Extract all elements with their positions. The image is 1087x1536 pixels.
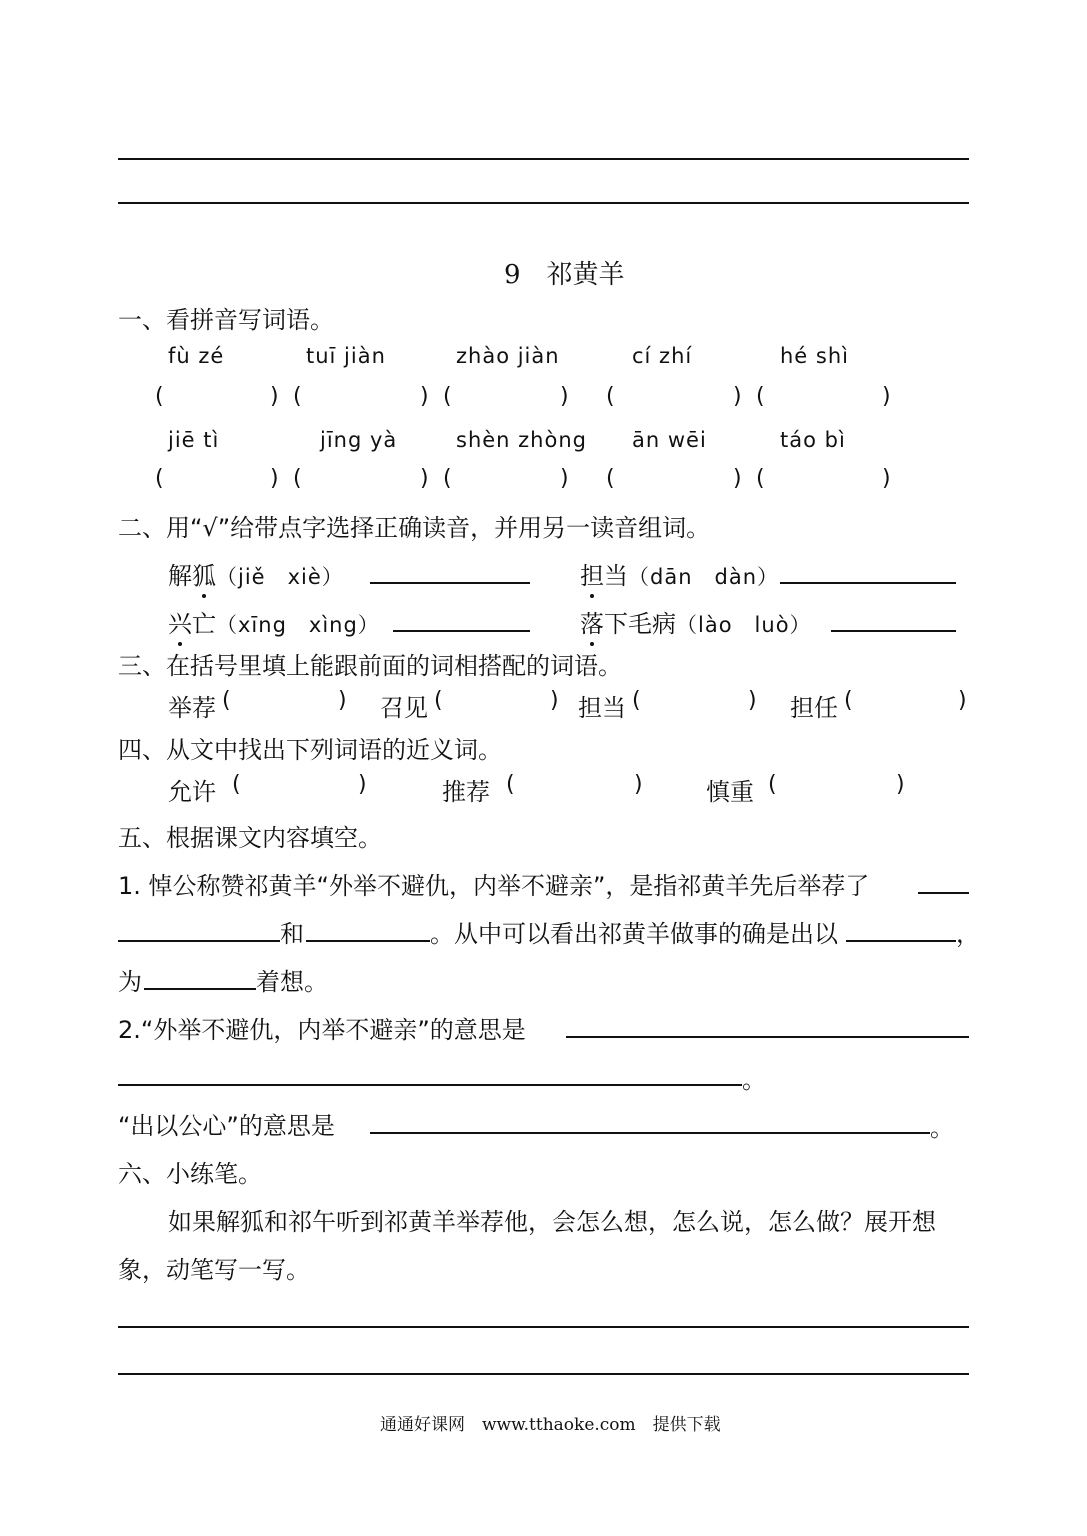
answer-line — [566, 1036, 969, 1038]
word-part: 亡 — [192, 610, 216, 638]
pinyin-item: shèn zhòng — [456, 428, 587, 452]
pinyin-item: fù zé — [168, 344, 225, 368]
word-part: 解 — [168, 562, 192, 590]
answer-bracket-close: ) — [882, 466, 891, 491]
writing-prompt-line-1: 如果解狐和祁午听到祁黄羊举荐他，会怎么想，怎么说，怎么做？展开想 — [168, 1208, 936, 1236]
answer-line — [918, 892, 969, 894]
pinyin-item: ān wēi — [632, 428, 707, 452]
dotted-character: 兴 — [168, 610, 192, 638]
dotted-character: 狐 — [192, 562, 216, 590]
question-2-period: 。 — [742, 1066, 766, 1094]
question-1-middle: 。从中可以看出祁黄羊做事的确是出以 — [430, 920, 838, 948]
pronunciation-options: （lào luò） — [676, 613, 812, 637]
answer-line — [780, 582, 956, 584]
pinyin-item: jīng yà — [320, 428, 398, 452]
answer-bracket-close: ) — [958, 688, 967, 713]
answer-bracket-open: ( — [443, 384, 452, 409]
section-2-heading: 二、用“√”给带点字选择正确读音，并用另一读音组词。 — [118, 514, 711, 542]
answer-bracket-close: ) — [358, 772, 367, 797]
page-title: 9 祁黄羊 — [504, 260, 625, 290]
synonym-word: 慎重 — [706, 778, 754, 806]
synonym-word: 推荐 — [442, 778, 490, 806]
collocation-word: 担当 — [578, 694, 626, 722]
pronunciation-item — [168, 604, 380, 639]
pinyin-item: cí zhí — [632, 344, 693, 368]
collocation-word: 担任 — [790, 694, 838, 722]
answer-bracket-open: ( — [232, 772, 241, 797]
answer-bracket-open: ( — [768, 772, 777, 797]
answer-bracket-open: ( — [632, 688, 641, 713]
pronunciation-item — [580, 556, 779, 591]
question-1-wei: 为 — [118, 968, 142, 996]
answer-bracket-close: ) — [733, 384, 742, 409]
answer-line — [306, 940, 430, 942]
footer-text: 通通好课网 www.tthaoke.com 提供下载 — [380, 1415, 721, 1435]
answer-line — [393, 630, 530, 632]
answer-bracket-close: ) — [748, 688, 757, 713]
answer-bracket-close: ) — [634, 772, 643, 797]
collocation-word: 举荐 — [168, 694, 216, 722]
pronunciation-options: （xīng xìng） — [216, 613, 380, 637]
section-3-heading: 三、在括号里填上能跟前面的词相搭配的词语。 — [118, 652, 622, 680]
answer-line — [144, 988, 256, 990]
answer-bracket-open: ( — [293, 466, 302, 491]
answer-bracket-open: ( — [756, 384, 765, 409]
pinyin-item: táo bì — [780, 428, 846, 452]
header-rule-top — [118, 158, 969, 160]
answer-bracket-close: ) — [550, 688, 559, 713]
question-1-and: 和 — [280, 920, 304, 948]
synonym-word: 允许 — [168, 778, 216, 806]
question-1-end: 着想。 — [256, 968, 328, 996]
answer-bracket-open: ( — [155, 384, 164, 409]
answer-bracket-open: ( — [844, 688, 853, 713]
word-part: 下毛病 — [604, 610, 676, 638]
answer-bracket-close: ) — [560, 466, 569, 491]
answer-bracket-close: ) — [270, 466, 279, 491]
answer-bracket-open: ( — [606, 384, 615, 409]
pronunciation-options: （dān dàn） — [628, 565, 780, 589]
answer-bracket-close: ) — [560, 384, 569, 409]
answer-bracket-close: ) — [896, 772, 905, 797]
pinyin-item: zhào jiàn — [456, 344, 560, 368]
answer-line — [370, 582, 530, 584]
answer-bracket-open: ( — [155, 466, 164, 491]
word-part: 当 — [604, 562, 628, 590]
answer-bracket-close: ) — [733, 466, 742, 491]
pinyin-item: jiē tì — [168, 428, 220, 452]
question-2-line-1: 2.“外举不避仇，内举不避亲”的意思是 — [118, 1016, 526, 1044]
question-1-comma: ， — [956, 920, 980, 948]
section-1-heading: 一、看拼音写词语。 — [118, 306, 334, 334]
answer-bracket-open: ( — [222, 688, 231, 713]
pinyin-item: tuī jiàn — [306, 344, 386, 368]
question-1-line-1: 1. 悼公称赞祁黄羊“外举不避仇，内举不避亲”，是指祁黄羊先后举荐了 — [118, 872, 870, 900]
writing-prompt-line-2: 象，动笔写一写。 — [118, 1256, 310, 1284]
answer-line — [846, 940, 956, 942]
answer-line — [831, 630, 956, 632]
section-6-heading: 六、小练笔。 — [118, 1160, 262, 1188]
section-4-heading: 四、从文中找出下列词语的近义词。 — [118, 736, 502, 764]
pinyin-item: hé shì — [780, 344, 849, 368]
header-rule-bottom — [118, 202, 969, 204]
answer-line — [370, 1132, 930, 1134]
answer-bracket-close: ) — [882, 384, 891, 409]
pronunciation-item — [580, 604, 812, 639]
section-5-heading: 五、根据课文内容填空。 — [118, 824, 382, 852]
writing-line — [118, 1326, 969, 1328]
writing-line — [118, 1373, 969, 1375]
dotted-character: 担 — [580, 562, 604, 590]
answer-bracket-open: ( — [606, 466, 615, 491]
answer-bracket-open: ( — [756, 466, 765, 491]
pronunciation-options: （jiě xiè） — [216, 565, 344, 589]
answer-bracket-close: ) — [420, 384, 429, 409]
dotted-character: 落 — [580, 610, 604, 638]
answer-bracket-close: ) — [338, 688, 347, 713]
question-2-period: 。 — [930, 1114, 954, 1142]
answer-bracket-close: ) — [270, 384, 279, 409]
answer-bracket-close: ) — [420, 466, 429, 491]
collocation-word: 召见 — [380, 694, 428, 722]
answer-bracket-open: ( — [434, 688, 443, 713]
question-2-line-3: “出以公心”的意思是 — [118, 1112, 335, 1140]
answer-bracket-open: ( — [293, 384, 302, 409]
answer-line — [118, 940, 280, 942]
answer-bracket-open: ( — [443, 466, 452, 491]
answer-bracket-open: ( — [506, 772, 515, 797]
answer-line — [118, 1084, 742, 1086]
pronunciation-item — [168, 556, 344, 591]
